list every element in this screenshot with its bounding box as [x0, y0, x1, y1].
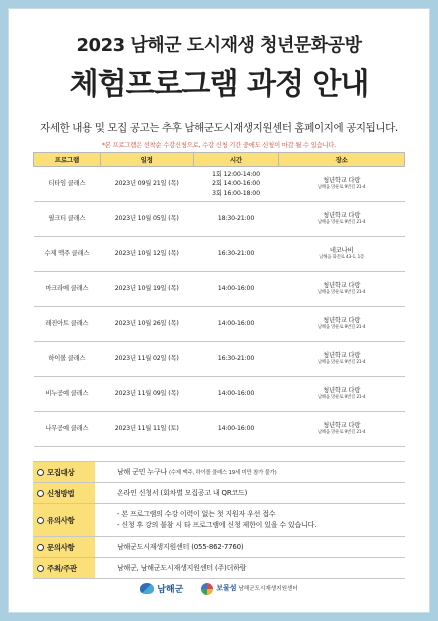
time-slot: 1회 12:00-14:00	[212, 171, 260, 179]
caution-label: 유의사항	[47, 515, 75, 525]
place-address: 남해읍 망운로 9번길 21-4	[317, 290, 366, 296]
table-row	[34, 272, 405, 307]
place-name: 청년학교 다랑	[323, 212, 361, 220]
method-label: 신청방법	[47, 488, 75, 498]
info-label-target	[33, 462, 95, 482]
program-cell: 수제 맥주 클래스	[34, 237, 101, 272]
place-cell	[279, 202, 405, 237]
caution-line: - 신청 후 강의 불참 시 타 프로그램에 신청 제한이 있을 수 있습니다.	[117, 521, 317, 529]
time-cell	[193, 412, 279, 447]
program-cell: 레진아트 클래스	[34, 307, 101, 342]
time-cell	[193, 377, 279, 412]
info-row-host	[33, 558, 405, 579]
bullet-circle-icon	[37, 544, 44, 551]
time-slot: 14:00-16:00	[217, 425, 255, 433]
place-cell	[279, 167, 405, 202]
bullet-circle-icon	[37, 517, 44, 524]
place-cell	[279, 272, 405, 307]
place-name: 청년학교 다랑	[323, 177, 361, 185]
time-cell	[193, 167, 279, 202]
time-cell	[193, 272, 279, 307]
place-address: 남해읍 망운로 9번길 21-4	[317, 395, 366, 401]
header-time: 시간	[193, 153, 279, 167]
host-label: 주최/주관	[47, 563, 77, 573]
time-cell	[193, 342, 279, 377]
date-cell: 2023년 09월 21일 (목)	[100, 167, 193, 202]
namhae-logo	[140, 582, 183, 595]
date-cell: 2023년 10월 12일 (목)	[100, 237, 193, 272]
caution-line: - 본 프로그램의 수강 이력이 없는 첫 지원자 우선 접수	[117, 509, 276, 518]
time-slot: 14:00-16:00	[217, 390, 255, 398]
info-row-target	[33, 462, 405, 483]
schedule-table	[33, 152, 405, 447]
info-section	[33, 461, 405, 579]
time-slot: 18:30-21:00	[217, 215, 255, 223]
poster-subtitle: 2023 남해군 도시재생 청년문화공방	[76, 35, 362, 56]
place-name: 청년학교 다랑	[323, 317, 361, 325]
bullet-circle-icon	[37, 565, 44, 572]
info-row-method	[33, 483, 405, 504]
place-address: 남해읍 망운로 9번길 21-4	[317, 220, 366, 226]
place-address: 남해읍 망운로 9번길 21-4	[317, 430, 366, 436]
info-label-method	[33, 483, 95, 503]
place-address: 남해읍 화전로 43-1, 1층	[319, 255, 365, 261]
date-cell: 2023년 10월 26일 (목)	[100, 307, 193, 342]
place-name: 청년학교 다랑	[323, 282, 361, 290]
table-row	[34, 342, 405, 377]
info-row-contact	[33, 537, 405, 558]
place-address: 남해읍 망운로 9번길 21-4	[317, 185, 366, 191]
target-note: (수제 맥주, 하이볼 클래스 19세 미만 참가 불가)	[169, 470, 277, 476]
table-row	[34, 377, 405, 412]
time-slot: 16:30-21:00	[217, 250, 255, 258]
bullet-circle-icon	[37, 469, 44, 476]
header-program: 프로그램	[34, 153, 101, 167]
place-name: 청년학교 다랑	[323, 352, 361, 360]
place-cell	[279, 412, 405, 447]
date-cell: 2023년 11월 02일 (목)	[100, 342, 193, 377]
target-value: 남해 군민 누구나	[117, 468, 167, 476]
place-address: 남해읍 망운로 9번길 21-4	[317, 360, 366, 366]
table-row	[34, 237, 405, 272]
namhae-logo-text: 남해군	[157, 585, 184, 595]
place-cell	[279, 377, 405, 412]
info-label-caution	[33, 504, 95, 536]
place-name: 네코나비	[329, 247, 354, 255]
program-cell: 마크라메 클래스	[34, 272, 101, 307]
info-label-contact	[33, 537, 95, 557]
info-value-caution	[95, 509, 405, 531]
header-place: 장소	[279, 153, 405, 167]
date-cell: 2023년 11월 11일 (토)	[100, 412, 193, 447]
time-cell	[193, 202, 279, 237]
program-cell: 하이볼 클래스	[34, 342, 101, 377]
table-header-row	[34, 153, 405, 167]
program-cell: 필크티 클래스	[34, 202, 101, 237]
table-row	[34, 167, 405, 202]
target-label: 모집대상	[47, 467, 75, 477]
poster-title: 체험프로그램 과정 안내	[69, 67, 369, 102]
table-row	[34, 202, 405, 237]
logo2-bottom: 남해군도시재생지원센터	[238, 585, 298, 592]
website-notice: 자세한 내용 및 모집 공고는 추후 남해군도시재생지원센터 홈페이지에 공지됩니다.	[40, 122, 398, 134]
date-cell: 2023년 11월 09일 (목)	[100, 377, 193, 412]
footer-logos	[0, 582, 438, 595]
program-cell: 티타임 클래스	[34, 167, 101, 202]
contact-value: 남해군도시재생지원센터 (055-862-7760)	[117, 543, 244, 551]
date-cell: 2023년 10월 05일 (목)	[100, 202, 193, 237]
method-value: 온라인 신청서 (회차별 모집공고 내 QR코드)	[117, 489, 248, 497]
first-come-note: *본 프로그램은 선착순 수강신청으로, 수강 신청 기간 중에도 신청이 마감 될 수 있습니다.	[101, 142, 337, 149]
header-date: 일정	[100, 153, 193, 167]
contact-label: 문의사항	[47, 542, 75, 552]
time-cell	[193, 237, 279, 272]
time-slot: 2회 14:00-16:00	[212, 180, 260, 188]
place-cell	[279, 307, 405, 342]
place-address: 남해읍 망운로 9번길 21-4	[317, 325, 366, 331]
time-slot: 14:00-16:00	[217, 320, 255, 328]
urban-regeneration-logo-icon	[201, 583, 213, 595]
program-cell: 비누공예 클래스	[34, 377, 101, 412]
place-name: 청년학교 다랑	[323, 387, 361, 395]
place-cell	[279, 237, 405, 272]
urban-regeneration-logo-text	[216, 585, 298, 593]
logo2-top: 보물섬	[216, 583, 237, 592]
date-cell: 2023년 10월 19일 (목)	[100, 272, 193, 307]
time-slot: 14:00-16:00	[217, 285, 255, 293]
namhae-logo-icon	[140, 583, 154, 594]
info-value-target	[95, 467, 405, 477]
table-row	[34, 412, 405, 447]
host-value: 남해군, 남해군도시재생지원센터 (주)더하람	[117, 564, 247, 572]
table-row	[34, 307, 405, 342]
info-label-host	[33, 558, 95, 578]
urban-regeneration-logo	[201, 583, 298, 595]
time-slot: 3회 16:00-18:00	[212, 189, 260, 197]
time-cell	[193, 307, 279, 342]
bullet-circle-icon	[37, 490, 44, 497]
place-cell	[279, 342, 405, 377]
program-cell: 나무공예 클래스	[34, 412, 101, 447]
place-name: 청년학교 다랑	[323, 422, 361, 430]
info-row-caution	[33, 504, 405, 537]
time-slot: 16:30-21:00	[217, 355, 255, 363]
